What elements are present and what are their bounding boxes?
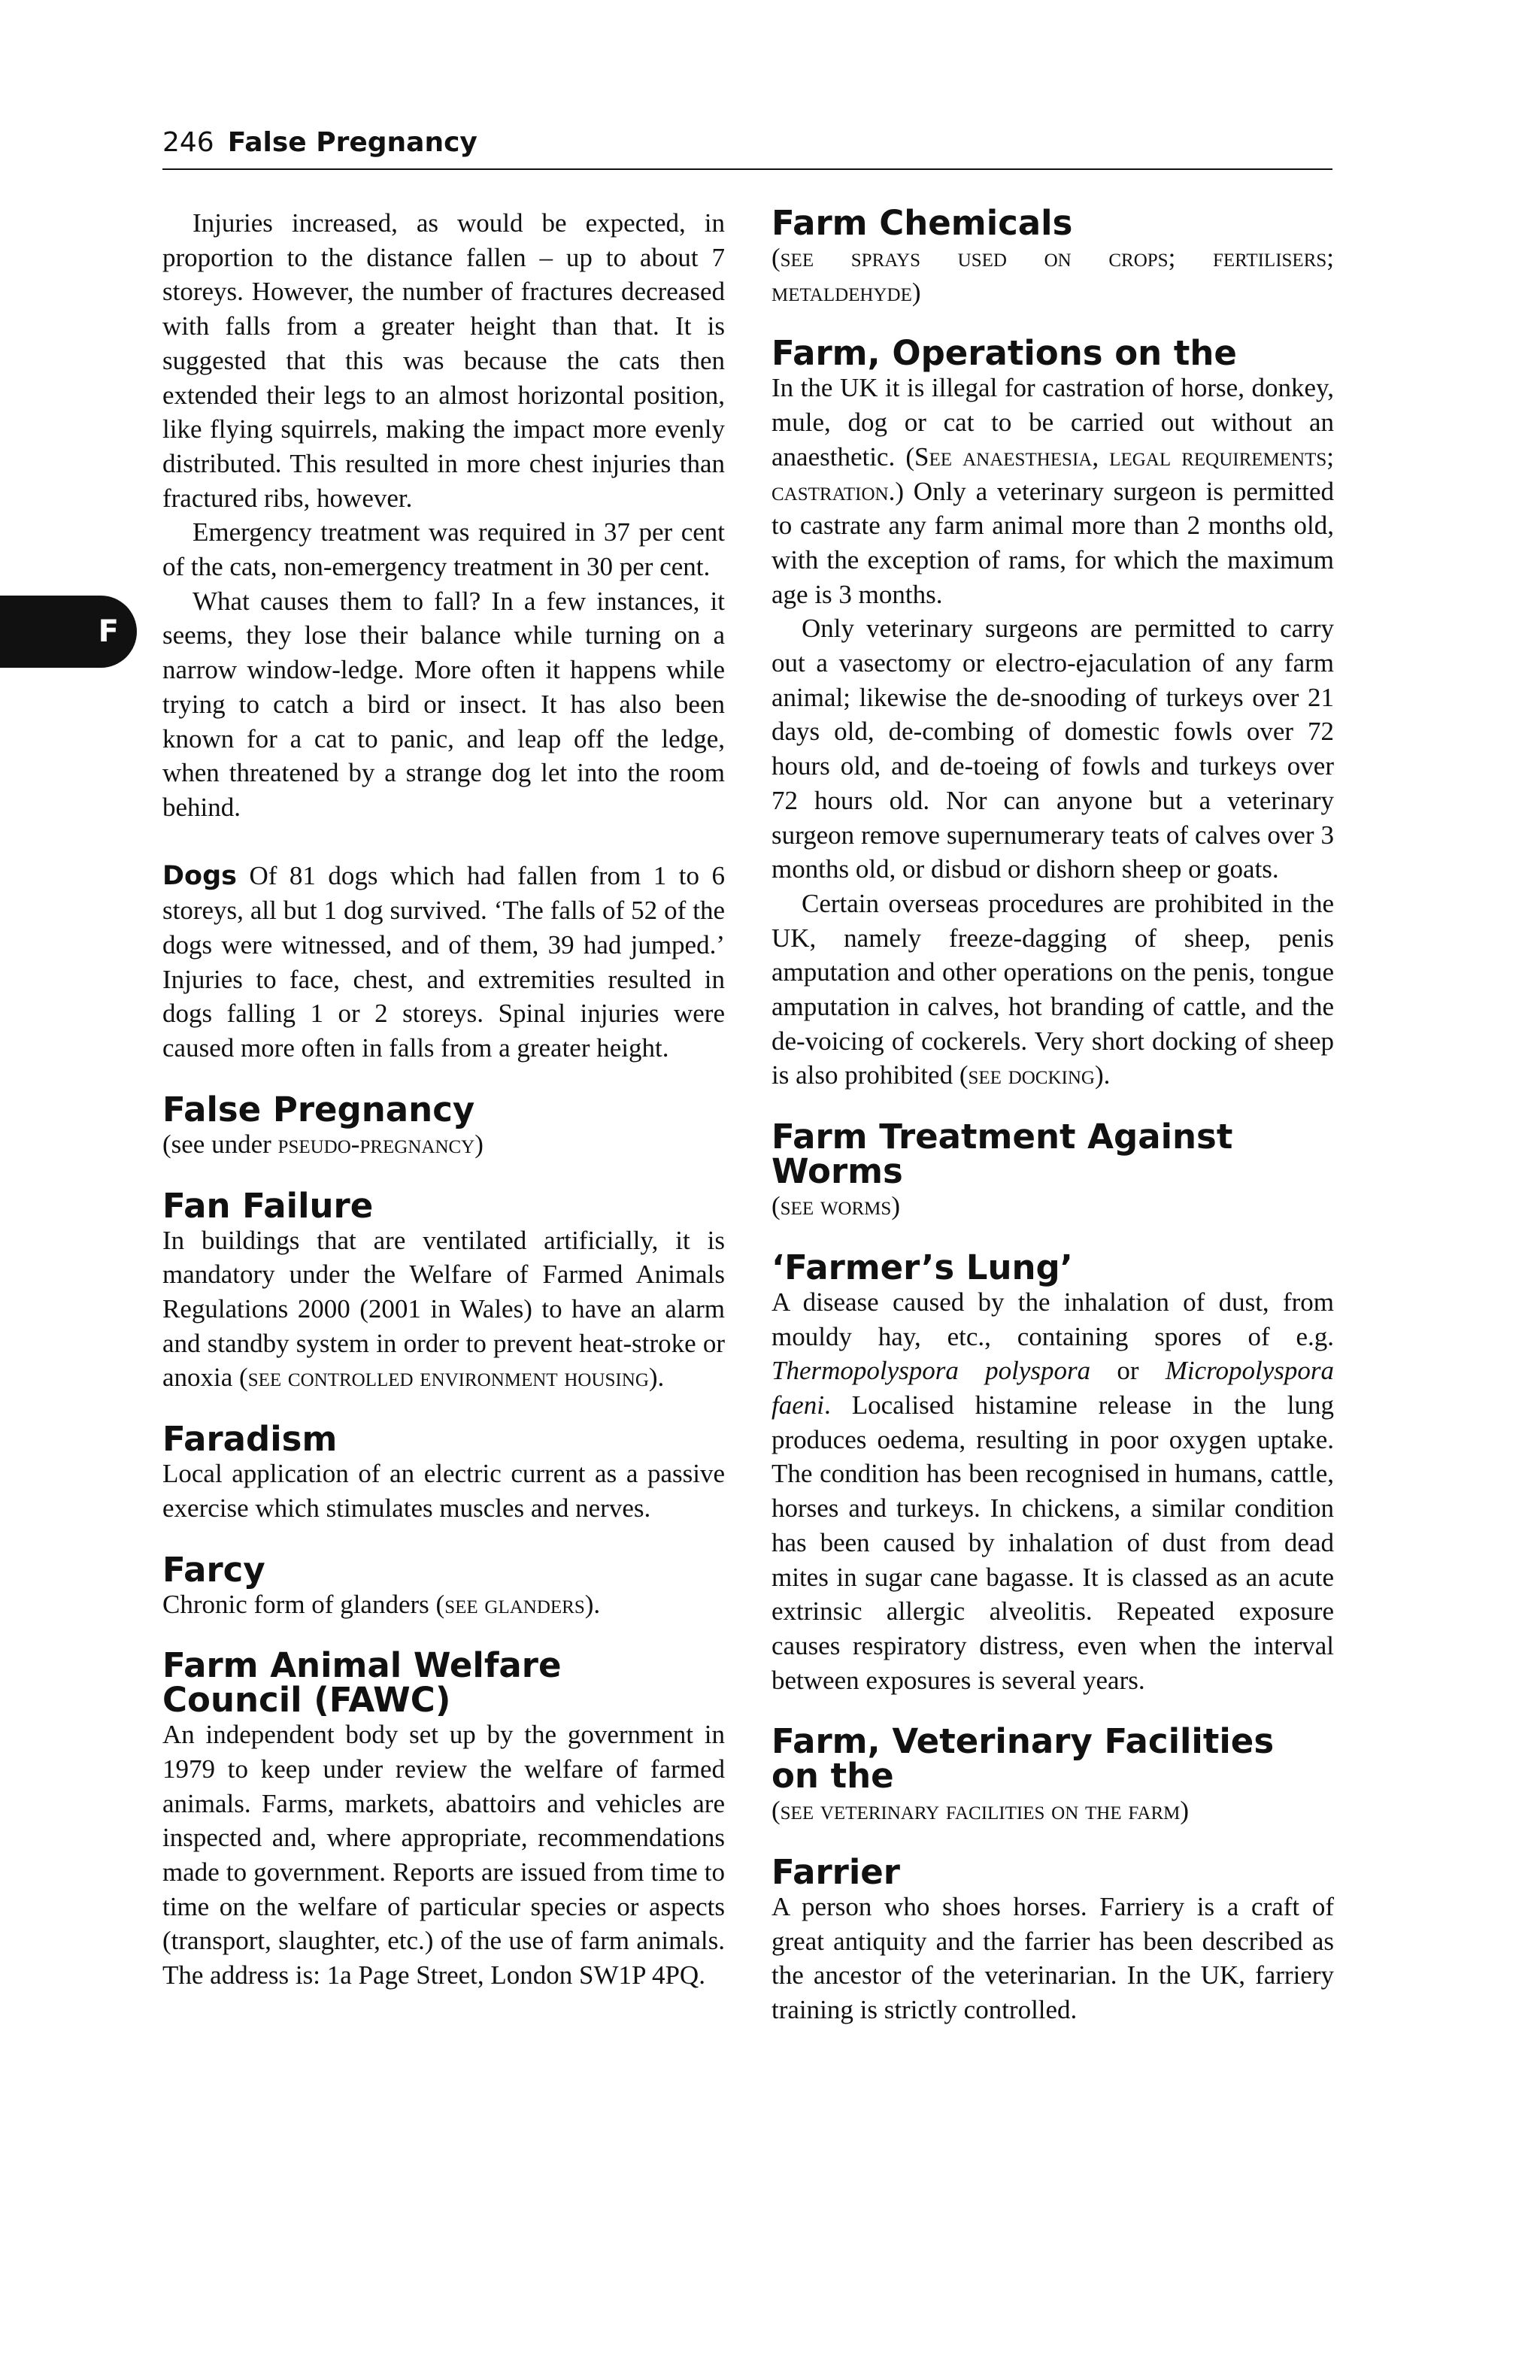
xref-link-sprays[interactable]: sprays used on crops; fertilisers; metaldehyde [772,243,1335,307]
xref-farm-treatment: (see worms) [772,1191,900,1221]
fawc-text: An independent body set up by the government in 1979 to keep under review the welfare of farmed animals. Farms, markets, abattoirs and vehicles are inspected and, where appropriate, recommendations made to government. Reports are issued from time to time on the welfare of particular species or aspects (transport, slaughter, etc.) of the use of farm animals. The address is: 1a Page Street, London SW1P 4PQ. [162,1720,725,1990]
heading-farm-vet-facilities: Farm, Veterinary Facilities on the [772,1721,1275,1796]
dogs-runin-label: Dogs [162,860,237,891]
page-number: 246 [162,127,214,158]
running-title: False Pregnancy [227,127,477,158]
heading-farrier: Farrier [772,1852,900,1893]
xref-link-pseudo-pregnancy[interactable]: pseudo-pregnancy [277,1129,475,1159]
dogs-paragraph [162,859,725,1066]
xref-link-docking[interactable]: docking [1008,1060,1095,1090]
heading-fan-failure: Fan Failure [162,1185,374,1226]
heading-farcy: Farcy [162,1549,265,1590]
entry-farrier [772,1852,1334,2027]
left-column [162,206,725,1993]
heading-false-pregnancy: False Pregnancy [162,1089,475,1129]
xref-false-pregnancy: (see under pseudo-pregnancy) [162,1129,484,1159]
heading-fawc: Farm Animal Welfare Council (FAWC) [162,1645,562,1721]
thumb-tab-f: F [0,596,137,668]
entry-farm-vet-facilities [772,1721,1334,1828]
farcy-text: Chronic form of glanders (see glanders). [162,1589,601,1619]
cats-paragraph-1: Injuries increased, as would be expected, in proportion to the distance fallen – up to about 7 storeys. However, the number of fractures decreased with falls from a greater height than that. It is suggested that this was because the cats then extended their legs to an almost horizontal position, like flying squirrels, making the impact more evenly distributed. This resulted in more chest injuries than fractured ribs, however. [162,208,725,513]
xref-farm-chemicals: (see sprays used on crops; fertilisers; metaldehyde) [772,243,1335,307]
entry-farm-chemicals [772,203,1335,309]
species-micropolyspora: Micropolyspora faeni [772,1356,1335,1420]
entry-farm-treatment [772,1117,1334,1223]
species-thermopolyspora: Thermopolyspora polyspora [772,1356,1091,1386]
cats-paragraph-3: What causes them to fall? In a few instances, it seems, they lose their balance while turning on a narrow window-ledge. More often it happens while trying to catch a bird or insect. It has also been known for a cat to panic, and leap off the ledge, when threatened by a strange dog let into the room behind. [162,586,725,822]
entry-fan-failure [162,1185,725,1396]
xref-link-anaesthesia[interactable]: anaesthesia, legal requirements; castration. [772,441,1334,506]
farmers-lung-text: A disease caused by the inhalation of dust, from mouldy hay, etc., containing spores of e.g. Thermopolyspora polyspora or Micropolyspora faeni. Localised histamine release in the lung produces oedema, resulting in poor oxygen uptake. The condition has been recognised in humans, cattle, horses and turkeys. In chickens, a similar condition has been caused by inhalation of dust from dead mites in sugar cane bagasse. It is classed as an acute extrinsic allergic alveolitis. Repeated exposure causes respiratory distress, even when the interval between exposures is several years. [772,1287,1335,1695]
right-column [772,203,1335,2027]
entry-false-pregnancy [162,1089,725,1162]
heading-farm-operations: Farm, Operations on the [772,333,1237,374]
xref-link-controlled-environment[interactable]: controlled environment housing [287,1363,649,1393]
dogs-text: Of 81 dogs which had fallen from 1 to 6 storeys, all but 1 dog survived. ‘The falls of 52 of the dogs were witnessed, and of them, 39 had jumped.’ Injuries to face, chest, and extremities resulted in dogs falling 1 or 2 storeys. Spinal injuries were caused more often in falls from a greater height. [162,860,725,1063]
entry-farmers-lung [772,1247,1335,1697]
cats-paragraph-2: Emergency treatment was required in 37 per cent of the cats, non-emergency treatment in 30 per cent. [162,517,725,582]
entry-farcy [162,1549,725,1622]
xref-link-glanders[interactable]: glanders [484,1589,585,1619]
heading-farm-treatment: Farm Treatment Against Worms [772,1117,1233,1192]
farm-operations-p1: In the UK it is illegal for castration of horse, donkey, mule, dog or cat to be carried out without an anaesthetic. (See anaesthesia, legal requirements; castration.) Only a veterinary surgeon is permitted to castrate any farm animal more than 2 months old, with the exception of rams, for which the maximum age is 3 months. [772,373,1334,609]
heading-farmers-lung: ‘Farmer’s Lung’ [772,1247,1073,1287]
farm-operations-p2: Only veterinary surgeons are permitted to carry out a vasectomy or electro-ejaculation of any farm animal; likewise the de-snooding of turkeys over 21 days old, de-combing of domestic fowls over 72 hours old, and de-toeing of fowls and turkeys over 72 hours old. Nor can anyone but a veterinary surgeon remove supernumerary teats of calves over 3 months old, or disbud or dishorn sheep or goats. [772,614,1334,884]
fan-failure-text: In buildings that are ventilated artificially, it is mandatory under the Welfare of Farmed Animals Regulations 2000 (2001 in Wales) to have an alarm and standby system in order to prevent heat-stroke or anoxia (see controlled environment housing). [162,1225,725,1393]
running-header [162,126,1332,170]
entry-farm-operations [772,333,1334,1093]
faradism-text: Local application of an electric current as a passive exercise which stimulates muscles and nerves. [162,1459,725,1523]
entry-fawc [162,1645,725,1993]
xref-farm-vet-facilities: (see veterinary facilities on the farm) [772,1796,1190,1826]
entry-faradism [162,1419,725,1525]
xref-link-worms[interactable]: worms [820,1191,892,1221]
xref-link-vet-facilities[interactable]: veterinary facilities on the farm [820,1796,1181,1826]
heading-farm-chemicals: Farm Chemicals [772,203,1073,243]
farm-operations-p3: Certain overseas procedures are prohibited in the UK, namely freeze-dagging of sheep, penis amputation and other operations on the penis, tongue amputation in calves, hot branding of cattle, and the de-voicing of cockerels. Very short docking of sheep is also prohibited (see docking). [772,888,1334,1090]
heading-faradism: Faradism [162,1419,338,1460]
farrier-text: A person who shoes horses. Farriery is a craft of great antiquity and the farrier has been described as the ancestor of the veterinarian. In the UK, farriery training is strictly controlled. [772,1892,1334,2025]
